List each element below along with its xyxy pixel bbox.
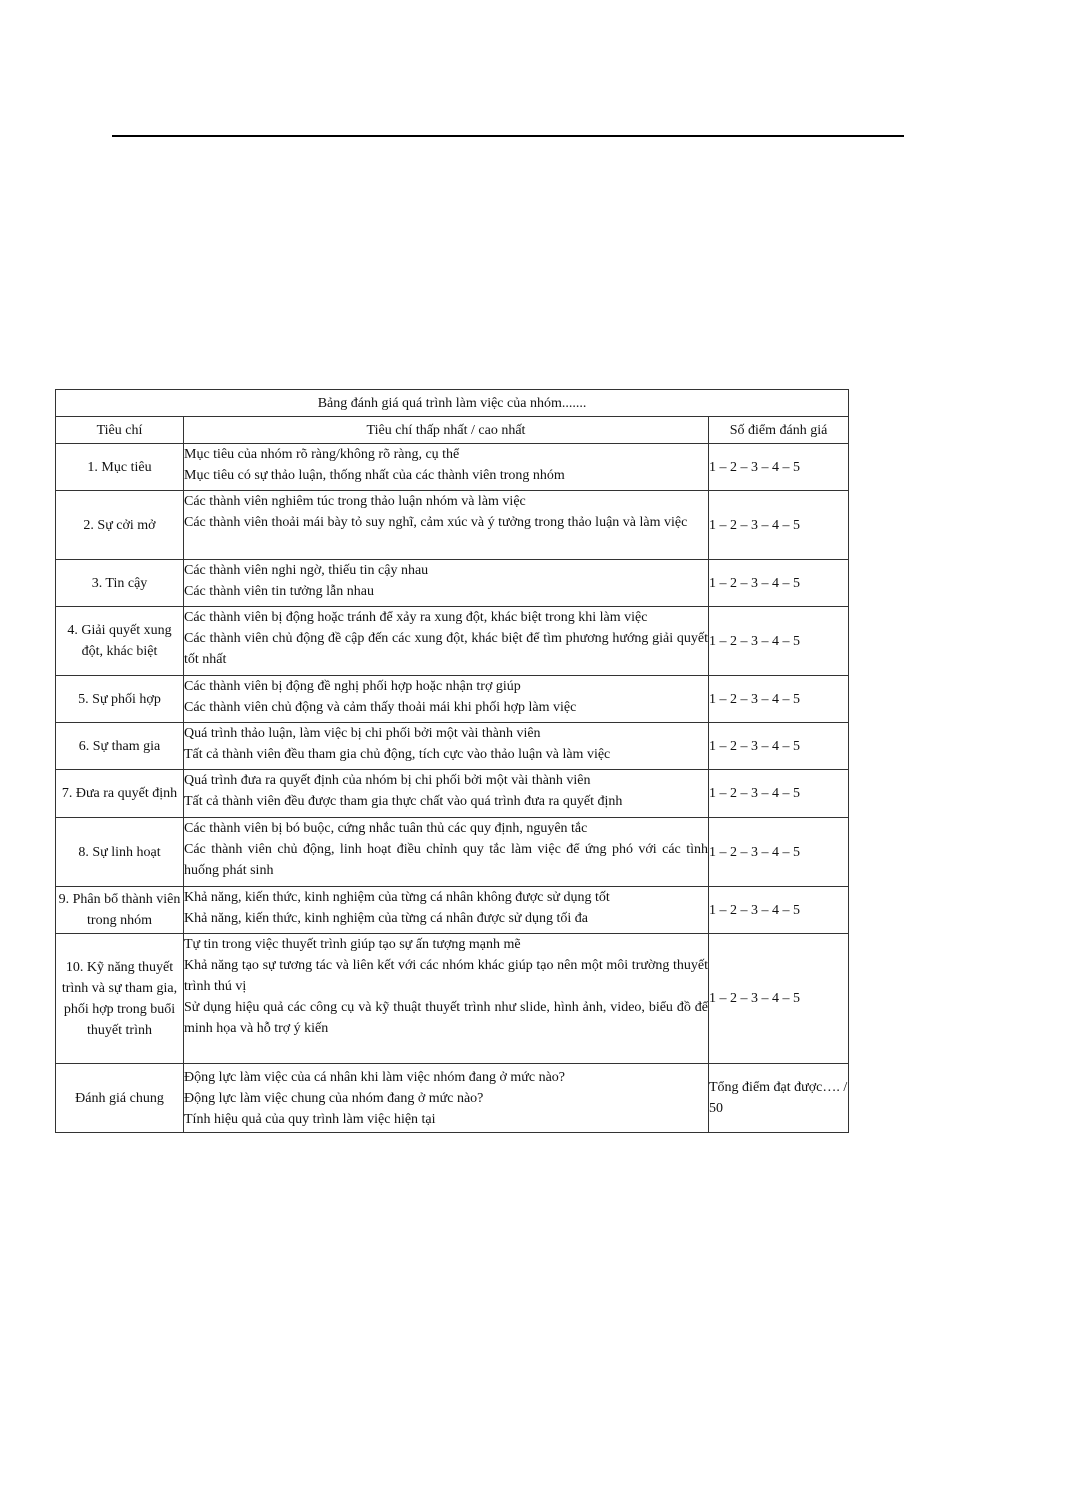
- description-line: Quá trình đưa ra quyết định của nhóm bị chi phối bởi một vài thành viên: [184, 773, 591, 788]
- description-line: Mục tiêu của nhóm rõ ràng/không rõ ràng, cụ thể: [184, 447, 460, 462]
- description-line: Các thành viên chủ động và cảm thấy thoải mái khi phối hợp làm việc: [184, 700, 577, 715]
- summary-row: [56, 1064, 849, 1133]
- header-description: Tiêu chí thấp nhất / cao nhất: [184, 417, 709, 444]
- table-row: [56, 818, 849, 887]
- criteria-cell: 9. Phân bổ thành viên trong nhóm: [56, 887, 184, 934]
- summary-criteria: Đánh giá chung: [56, 1064, 184, 1133]
- description-line: Tính hiệu quả của quy trình làm việc hiện tại: [184, 1111, 436, 1127]
- score-scale: 1 – 2 – 3 – 4 – 5: [709, 887, 849, 934]
- table-row: [56, 934, 849, 1064]
- table-header-row: [56, 417, 849, 444]
- table-row: [56, 491, 849, 560]
- description-line: Các thành viên nghiêm túc trong thảo luận nhóm và làm việc: [184, 494, 526, 509]
- description-line: Tất cả thành viên đều tham gia chủ động, tích cực vào thảo luận và làm việc: [184, 747, 611, 762]
- description-line: Mục tiêu có sự thảo luận, thống nhất của các thành viên trong nhóm: [184, 468, 565, 483]
- description-line: Khả năng, kiến thức, kinh nghiệm của từng cá nhân không được sử dụng tốt: [184, 890, 610, 905]
- description-line: Các thành viên bị động hoặc tránh để xảy ra xung đột, khác biệt trong khi làm việc: [184, 610, 648, 625]
- summary-description: [184, 1064, 709, 1133]
- description-line: Động lực làm việc chung của nhóm đang ở mức nào?: [184, 1090, 484, 1106]
- score-scale: 1 – 2 – 3 – 4 – 5: [709, 723, 849, 770]
- table-row: [56, 887, 849, 934]
- description-cell: [184, 770, 709, 818]
- total-score: Tổng điểm đạt được…. / 50: [709, 1064, 849, 1133]
- description-cell: [184, 818, 709, 887]
- description-line: Tất cả thành viên đều được tham gia thực chất vào quá trình đưa ra quyết định: [184, 794, 623, 809]
- score-scale: 1 – 2 – 3 – 4 – 5: [709, 607, 849, 676]
- description-line: Tự tin trong việc thuyết trình giúp tạo sự ấn tượng mạnh mẽ: [184, 937, 521, 952]
- description-line: Động lực làm việc của cá nhân khi làm việc nhóm đang ở mức nào?: [184, 1069, 566, 1085]
- description-line: Các thành viên nghi ngờ, thiếu tin cậy nhau: [184, 563, 429, 578]
- criteria-cell: 7. Đưa ra quyết định: [56, 770, 184, 818]
- score-scale: 1 – 2 – 3 – 4 – 5: [709, 818, 849, 887]
- criteria-cell: 10. Kỹ năng thuyết trình và sự tham gia, phối hợp trong buổi thuyết trình: [56, 934, 184, 1064]
- description-line: Khả năng, kiến thức, kinh nghiệm của từng cá nhân được sử dụng tối đa: [184, 911, 588, 926]
- table-row: [56, 607, 849, 676]
- description-cell: [184, 607, 709, 676]
- description-cell: [184, 444, 709, 491]
- description-line: Các thành viên chủ động, linh hoạt điều chỉnh quy tắc làm việc để ứng phó với các tình huống phát sinh: [184, 842, 708, 878]
- score-scale: 1 – 2 – 3 – 4 – 5: [709, 934, 849, 1064]
- score-scale: 1 – 2 – 3 – 4 – 5: [709, 491, 849, 560]
- table-title-row: [56, 390, 849, 417]
- score-scale: 1 – 2 – 3 – 4 – 5: [709, 770, 849, 818]
- score-scale: 1 – 2 – 3 – 4 – 5: [709, 444, 849, 491]
- table-row: [56, 676, 849, 723]
- description-cell: [184, 491, 709, 560]
- evaluation-table: [55, 389, 849, 1133]
- header-criteria: Tiêu chí: [56, 417, 184, 444]
- description-line: Các thành viên chủ động đề cập đến các xung đột, khác biệt để tìm phương hướng giải quyết tốt nhất: [184, 631, 708, 667]
- description-line: Khả năng tạo sự tương tác và liên kết với các nhóm khác giúp tạo nên một môi trường thuyết trình thú vị: [184, 958, 708, 994]
- criteria-cell: 3. Tin cậy: [56, 560, 184, 607]
- header-score: Số điểm đánh giá: [709, 417, 849, 444]
- table-title: Bảng đánh giá quá trình làm việc của nhóm.......: [56, 390, 849, 417]
- description-cell: [184, 560, 709, 607]
- description-cell: [184, 887, 709, 934]
- description-line: Các thành viên bị bó buộc, cứng nhắc tuân thủ các quy định, nguyên tắc: [184, 821, 588, 836]
- description-line: Các thành viên tin tưởng lẫn nhau: [184, 584, 374, 599]
- description-cell: [184, 723, 709, 770]
- table-row: [56, 723, 849, 770]
- criteria-cell: 6. Sự tham gia: [56, 723, 184, 770]
- score-scale: 1 – 2 – 3 – 4 – 5: [709, 560, 849, 607]
- criteria-cell: 4. Giải quyết xung đột, khác biệt: [56, 607, 184, 676]
- description-line: Các thành viên bị động đề nghị phối hợp hoặc nhận trợ giúp: [184, 679, 521, 694]
- description-line: Các thành viên thoải mái bày tỏ suy nghĩ, cảm xúc và ý tưởng trong thảo luận và làm việc: [184, 515, 688, 530]
- description-cell: [184, 934, 709, 1064]
- score-scale: 1 – 2 – 3 – 4 – 5: [709, 676, 849, 723]
- description-cell: [184, 676, 709, 723]
- criteria-cell: 2. Sự cởi mở: [56, 491, 184, 560]
- description-line: Quá trình thảo luận, làm việc bị chi phối bởi một vài thành viên: [184, 726, 541, 741]
- description-line: Sử dụng hiệu quả các công cụ và kỹ thuật thuyết trình như slide, hình ảnh, video, biểu đồ để minh họa và hỗ trợ ý kiến: [184, 1000, 708, 1036]
- table-row: [56, 560, 849, 607]
- criteria-cell: 1. Mục tiêu: [56, 444, 184, 491]
- criteria-cell: 5. Sự phối hợp: [56, 676, 184, 723]
- table-row: [56, 444, 849, 491]
- table-row: [56, 770, 849, 818]
- criteria-cell: 8. Sự linh hoạt: [56, 818, 184, 887]
- header-rule: [112, 135, 904, 137]
